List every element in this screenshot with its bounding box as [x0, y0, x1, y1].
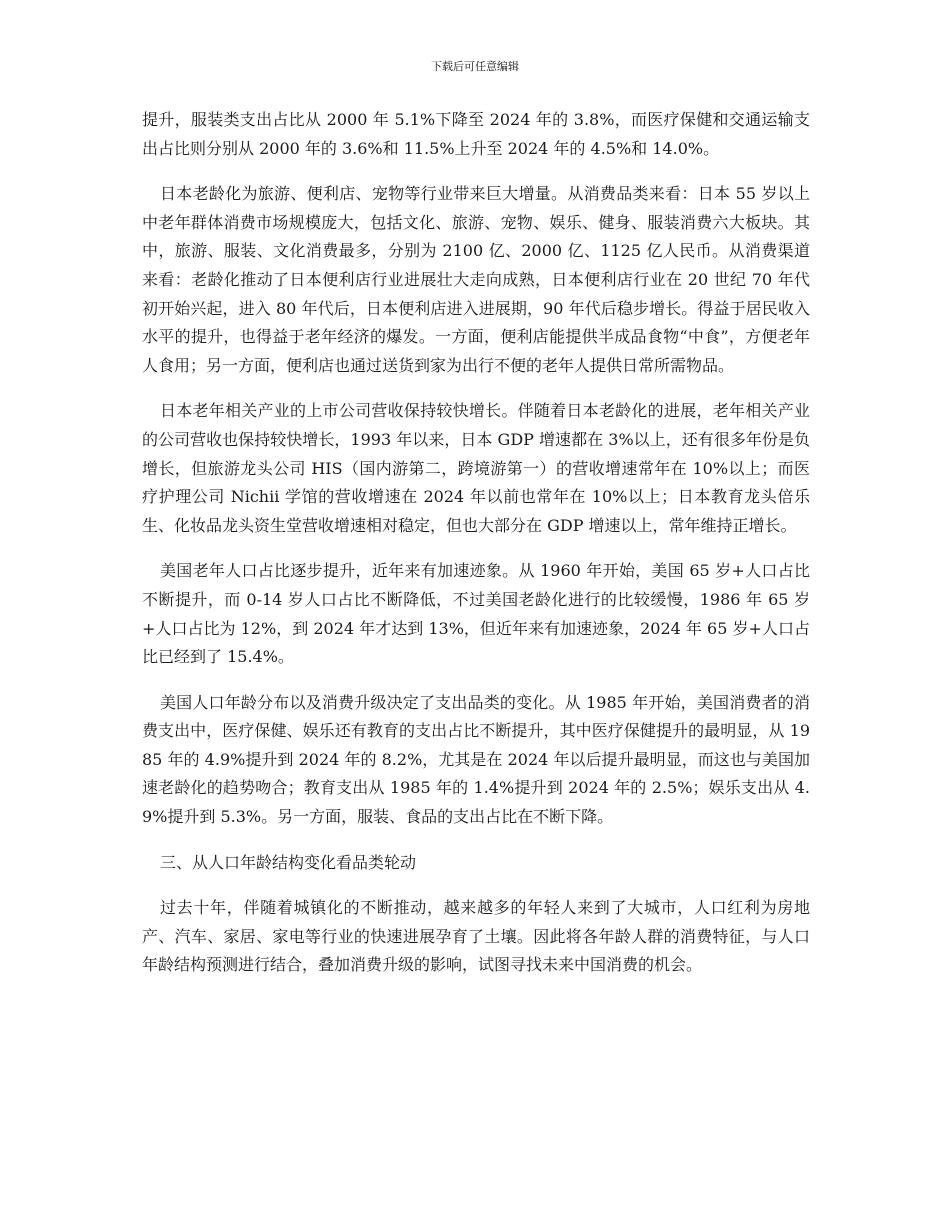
paragraph-us-elderly-population: 美国老年人口占比逐步提升，近年来有加速迹象。从 1960 年开始，美国 65 岁+人口占比不断提升，而 0-14 岁人口占比不断降低，不过美国老龄化进行的比较缓慢，1986 年 65 岁+人口占比为 12%，到 2024 年才达到 13%，但近年来有加速迹象，2024 年 65 岁+人口占比已经到了 15.4%。 [142, 561, 810, 667]
paragraph-japan-aging-industries: 日本老龄化为旅游、便利店、宠物等行业带来巨大增量。从消费品类来看：日本 55 岁以上中老年群体消费市场规模庞大，包括文化、旅游、宠物、娱乐、健身、服装消费六大板块。其中，旅游、服装、文化消费最多，分别为 2100 亿、2000 亿、1125 亿人民币。从消费渠道来看：老龄化推动了日本便利店行业进展壮大走向成熟，日本便利店行业在 20 世纪 70 年代初开始兴起，进入 80 年代后，日本便利店进入进展期，90 年代后稳步增长。得益于居民收入水平的提升，也得益于老年经济的爆发。一方面，便利店能提供半成品食物“中食”，方便老年人食用；另一方面，便利店也通过送货到家为出行不便的老年人提供日常所需物品。 [142, 184, 810, 375]
paragraph-clothing-medical-spending: 提升，服装类支出占比从 2000 年 5.1%下降至 2024 年的 3.8%，而医疗保健和交通运输支出占比则分别从 2000 年的 3.6%和 11.5%上升至 2024 年的 4.5%和 14.0%。 [142, 110, 810, 158]
paragraph-japan-listed-companies: 日本老年相关产业的上市公司营收保持较快增长。伴随着日本老龄化的进展，老年相关产业的公司营收也保持较快增长，1993 年以来，日本 GDP 增速都在 3%以上，还有很多年份是负增长，但旅游龙头公司 HIS（国内游第二，跨境游第一）的营收增速常年在 10%以上；而医疗护理公司 Nichii 学馆的营收增速在 2024 年以前也常年在 10%以上；日本教育龙头倍乐生、化妆品龙头资生堂营收增速相对稳定，但也大部分在 GDP 增速以上，常年维持正增长。 [142, 401, 810, 535]
document-body [142, 106, 810, 997]
paragraph-china-consumption-outlook: 过去十年，伴随着城镇化的不断推动，越来越多的年轻人来到了大城市，人口红利为房地产、汽车、家居、家电等行业的快速进展孕育了土壤。因此将各年龄人群的消费特征，与人口年龄结构预测进行结合，叠加消费升级的影响，试图寻找未来中国消费的机会。 [142, 898, 810, 975]
section-heading: 三、从人口年龄结构变化看品类轮动 [160, 852, 417, 872]
paragraph-us-spending-categories: 美国人口年龄分布以及消费升级决定了支出品类的变化。从 1985 年开始，美国消费者的消费支出中，医疗保健、娱乐还有教育的支出占比不断提升，其中医疗保健提升的最明显，从 1985 年的 4.9%提升到 2024 年的 8.2%，尤其是在 2024 年以后提升最明显，而这也与美国加速老龄化的趋势吻合；教育支出从 1985 年的 1.4%提升到 2024 年的 2.5%；娱乐支出从 4.9%提升到 5.3%。另一方面，服装、食品的支出占比在不断下降。 [142, 692, 810, 827]
page-header: 下载后可任意编辑 [431, 60, 519, 73]
